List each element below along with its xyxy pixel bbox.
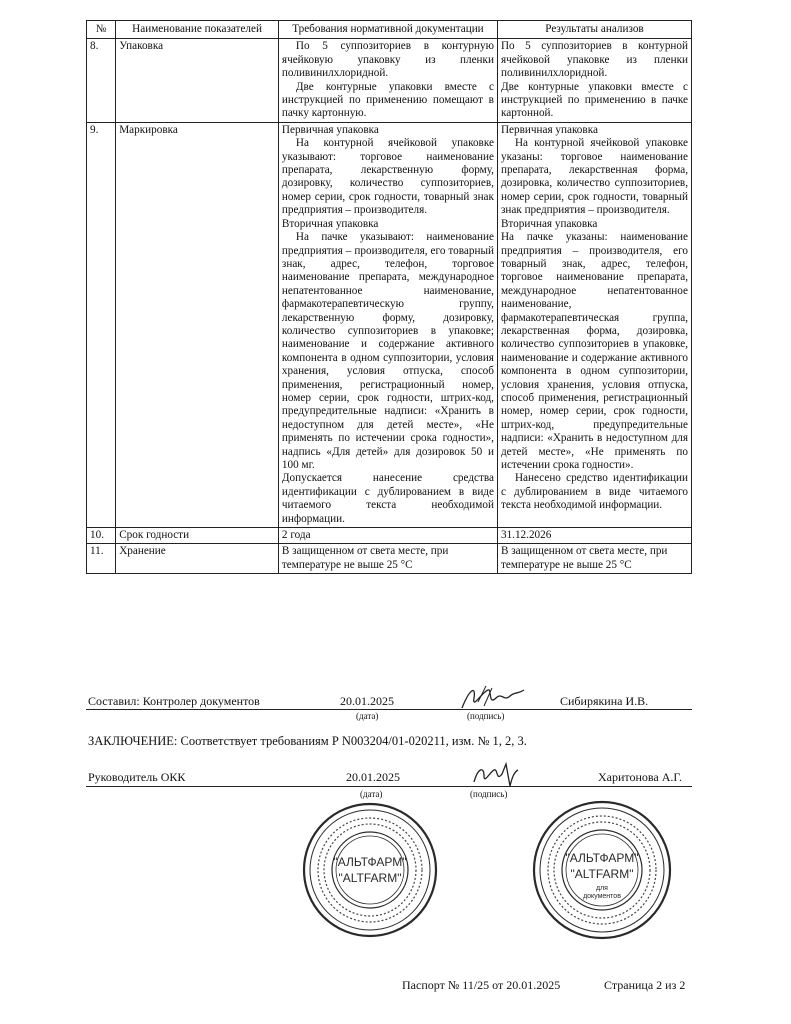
seal-right-sub2: документов: [583, 893, 621, 900]
req-text: Допускается нанесение средства идентификации с дублированием в виде читаемого текста необходимой информации.: [281, 472, 494, 525]
row-number: 8.: [87, 39, 116, 122]
divider: [86, 709, 692, 710]
header-no: №: [87, 21, 116, 39]
table-row: [87, 39, 692, 122]
req-subtitle: Вторичная упаковка: [281, 217, 379, 230]
header-results: Результаты анализов: [497, 21, 691, 39]
res-subtitle: Вторичная упаковка: [500, 217, 598, 230]
req-text: Две контурные упаковки вместе с инструкцией по применению помещают в пачку картонную.: [281, 80, 494, 120]
row-requirements: [278, 122, 497, 527]
row-results: 31.12.2026: [497, 528, 691, 544]
header-requirements: Требования нормативной документации: [278, 21, 497, 39]
res-text: Две контурные упаковки вместе с инструкцией по применению в пачке картонной.: [500, 80, 688, 120]
res-text: На пачке указаны: наименование предприятия – производителя, его товарный знак, адрес, телефон, торговое наименование препарата, международное непатентованное наименование, фармакотерапевтическая группа, лекарственная форма, дозировка, количество суппозиториев в упаковке, наименование и содержание активного компонента в одном суппозитории, условия хранения, условия отпуска, способ применения, регистрационный номер, номер серии, срок годности, штрих-код, предупредительные надписи: «Хранить в недоступном для детей месте», «Не применять по истечении срока годности».: [500, 231, 688, 471]
row-results: В защищенном от света месте, при температуре не выше 25 °С: [497, 544, 691, 574]
divider: [86, 786, 692, 787]
row-name: Упаковка: [116, 39, 279, 122]
res-subtitle: Первичная упаковка: [500, 123, 598, 136]
row-name: Срок годности: [116, 528, 279, 544]
row-requirements: В защищенном от света месте, при температуре не выше 25 °С: [278, 544, 497, 574]
row-number: 11.: [87, 544, 116, 574]
table-header-row: [87, 21, 692, 39]
req-text: На пачке указывают: наименование предприятия – производителя, его товарный знак, адрес, телефон, торговое наименование препарата, международное непатентованное наименование, фармакотерапевтическую группу, лекарственную форму, дозировку, количество суппозиториев в упаковке; наименование и содержание активного компонента в одном суппозитории, условия хранения, условия отпуска, способ применения, регистрационный номер, номер серии, срок годности, штрих-код, предупредительные надписи: «Хранить в недоступном для детей месте», «Не применять по истечении срока годности», надпись «Для детей» для дозировок 50 и 100 мг.: [281, 231, 494, 471]
head-name: Харитонова А.Г.: [598, 770, 683, 784]
table-row: [87, 544, 692, 574]
row-name: Хранение: [116, 544, 279, 574]
seal-left-name-ru: "АЛЬТФАРМ": [333, 855, 407, 869]
seal-left-name-en: "ALTFARM": [338, 871, 402, 885]
spec-table: [86, 20, 692, 574]
row-number: 9.: [87, 122, 116, 527]
head-date-caption: (дата): [360, 789, 383, 799]
head-date: 20.01.2025: [346, 770, 400, 784]
compiled-signature: [458, 684, 528, 714]
row-results: [497, 39, 691, 122]
res-text: На контурной ячейковой упаковке указаны: торговое наименование препарата, лекарственная форма, дозировка, количество суппозиториев, номер серии, срок годности, товарный знак предприятия – производителя.: [500, 137, 688, 217]
compiled-signature-caption: (подпись): [467, 711, 505, 721]
compiled-name: Сибирякина И.В.: [560, 694, 649, 708]
company-seal-left: [300, 800, 440, 940]
row-name: Маркировка: [116, 122, 279, 527]
compiled-label: Составил: Контролер документов: [88, 694, 260, 708]
header-name: Наименование показателей: [116, 21, 279, 39]
req-text: На контурной ячейковой упаковке указывают: торговое наименование препарата, лекарственную форму, дозировку, количество суппозиториев, номер серии, срок годности, товарный знак предприятия – производителя.: [281, 137, 494, 217]
res-text: Нанесено средство идентификации с дублированием в виде читаемого текста необходимой информации.: [500, 472, 688, 512]
compiled-date-caption: (дата): [356, 711, 379, 721]
row-requirements: 2 года: [278, 528, 497, 544]
row-results: [497, 122, 691, 527]
conclusion-text: ЗАКЛЮЧЕНИЕ: Соответствует требованиям Р N003204/01-020211, изм. № 1, 2, 3.: [88, 734, 527, 748]
seal-right-sub1: для: [596, 885, 608, 892]
table-row: [87, 122, 692, 527]
res-text: По 5 суппозиториев в контурной ячейковой упаковке из пленки поливинилхлоридной.: [500, 40, 688, 80]
row-requirements: [278, 39, 497, 122]
company-seal-right: [530, 798, 674, 942]
head-signature: [470, 762, 520, 790]
req-text: По 5 суппозиториев в контурную ячейковую упаковку из пленки поливинилхлоридной.: [281, 40, 494, 80]
head-signature-caption: (подпись): [470, 789, 508, 799]
passport-number: Паспорт № 11/25 от 20.01.2025: [402, 978, 561, 992]
table-row: [87, 528, 692, 544]
seal-right-name-ru: "АЛЬТФАРМ": [565, 851, 639, 865]
page-number: Страница 2 из 2: [604, 978, 686, 992]
head-label: Руководитель ОКК: [88, 770, 186, 784]
seal-right-name-en: "ALTFARM": [570, 867, 634, 881]
compiled-date: 20.01.2025: [340, 694, 394, 708]
req-subtitle: Первичная упаковка: [281, 123, 379, 136]
row-number: 10.: [87, 528, 116, 544]
